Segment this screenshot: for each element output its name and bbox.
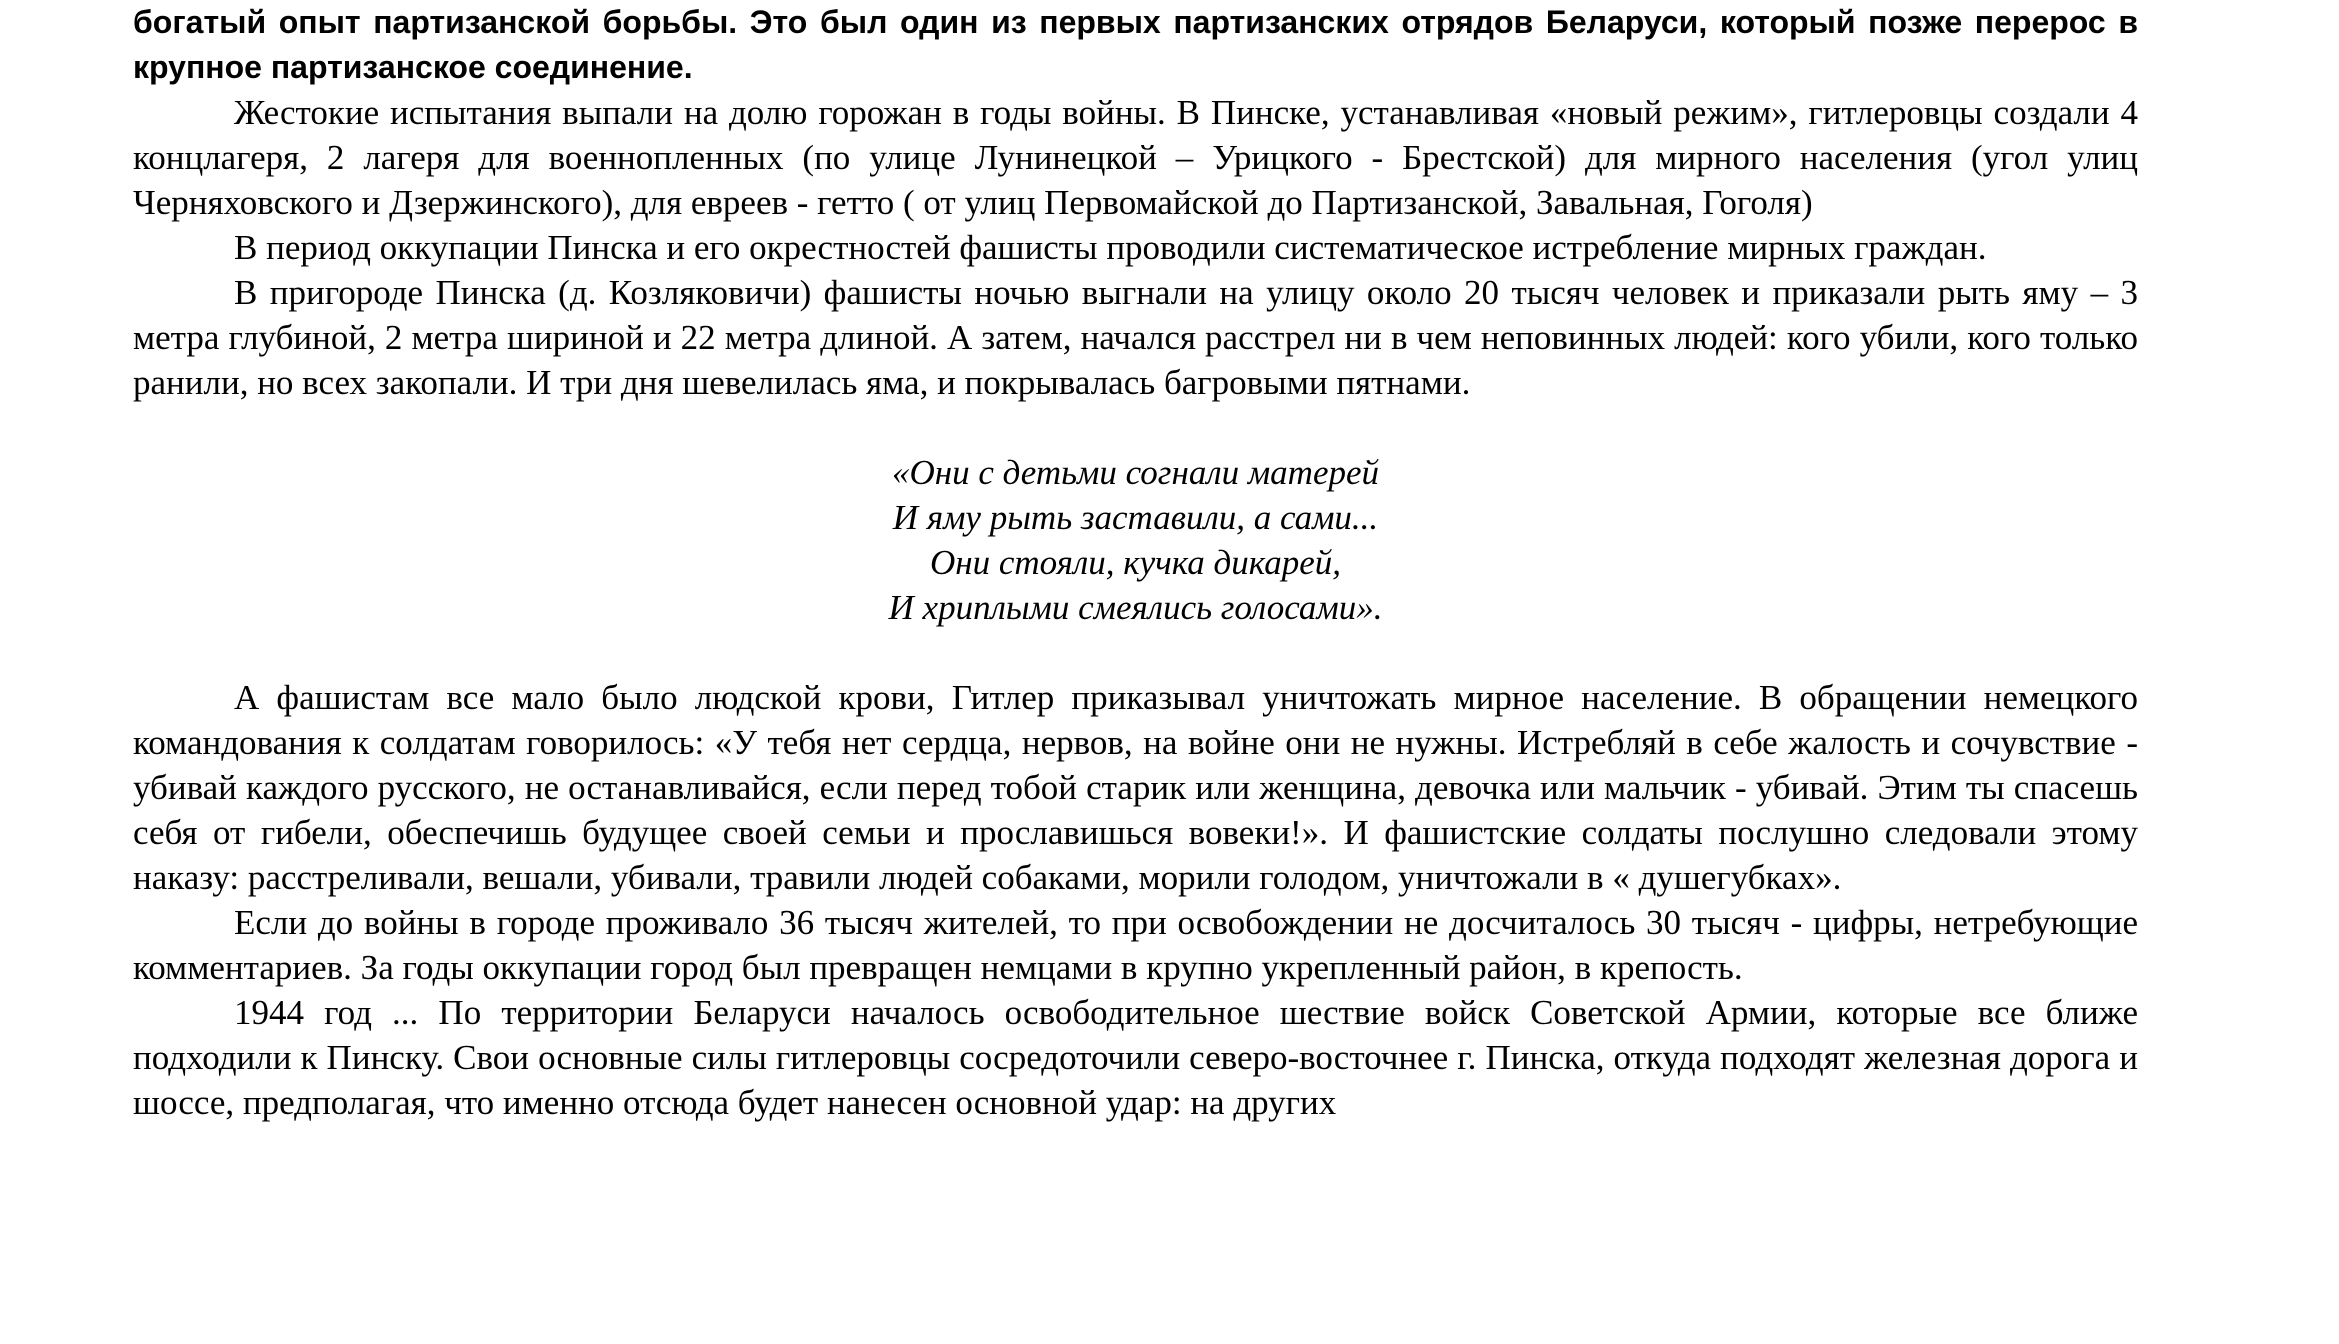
poem-line: Они стояли, кучка дикарей, [929, 543, 1342, 582]
poem-line: И яму рыть заставили, а сами... [892, 498, 1379, 537]
paragraph-population: Если до войны в городе проживало 36 тысяч жителей, то при освобождении не досчиталось 30 тысяч - цифры, нетребующие комментариев. За годы оккупации город был превращен немцами в крупно укрепленный район, в крепость. [133, 903, 2138, 987]
paragraph-kozlyakovichi: В пригороде Пинска (д. Козляковичи) фашисты ночью выгнали на улицу около 20 тысяч человек и приказали рыть яму – 3 метра глубиной, 2 метра шириной и 22 метра длиной. А затем, начался расстрел ни в чем неповинных людей: кого убили, кого только ранили, но всех закопали. И три дня шевелилась яма, и покрывалась багровыми пятнами. [133, 273, 2138, 402]
poem-quote [133, 450, 2138, 630]
lead-paragraph: богатый опыт партизанской борьбы. Это был один из первых партизанских отрядов Беларуси, который позже перерос в крупное партизанское соединение. [133, 4, 2138, 85]
document-page [133, 0, 2138, 1125]
paragraph-command-order: А фашистам все мало было людской крови, Гитлер приказывал уничтожать мирное население. В обращении немецкого командования к солдатам говорилось: «У тебя нет сердца, нервов, на войне они не нужны. Истребляй в себе жалость и сочувствие - убивай каждого русского, не останавливайся, если перед тобой старик или женщина, девочка или мальчик - убивай. Этим ты спасешь себя от гибели, обеспечишь будущее своей семьи и прославишься вовеки!». И фашистские солдаты послушно следовали этому наказу: расстреливали, вешали, убивали, травили людей собаками, морили голодом, уничтожали в « душегубках». [133, 678, 2138, 897]
paragraph-1944: 1944 год ... По территории Беларуси началось освободительное шествие войск Советской Армии, которые все ближе подходили к Пинску. Свои основные силы гитлеровцы сосредоточили северо-восточнее г. Пинска, откуда подходят железная дорога и шоссе, предполагая, что именно отсюда будет нанесен основной удар: на других [133, 993, 2138, 1122]
paragraph-occupation: В период оккупации Пинска и его окрестностей фашисты проводили систематическое истребление мирных граждан. [234, 228, 1987, 267]
poem-line: И хриплыми смеялись голосами». [888, 588, 1383, 627]
poem-line: «Они с детьми согнали матерей [891, 453, 1380, 492]
paragraph-concentration-camps: Жестокие испытания выпали на долю горожан в годы войны. В Пинске, устанавливая «новый режим», гитлеровцы создали 4 концлагеря, 2 лагеря для военнопленных (по улице Лунинецкой – Урицкого - Брестской) для мирного населения (угол улиц Черняховского и Дзержинского), для евреев - гетто ( от улиц Первомайской до Партизанской, Завальная, Гоголя) [133, 93, 2138, 222]
